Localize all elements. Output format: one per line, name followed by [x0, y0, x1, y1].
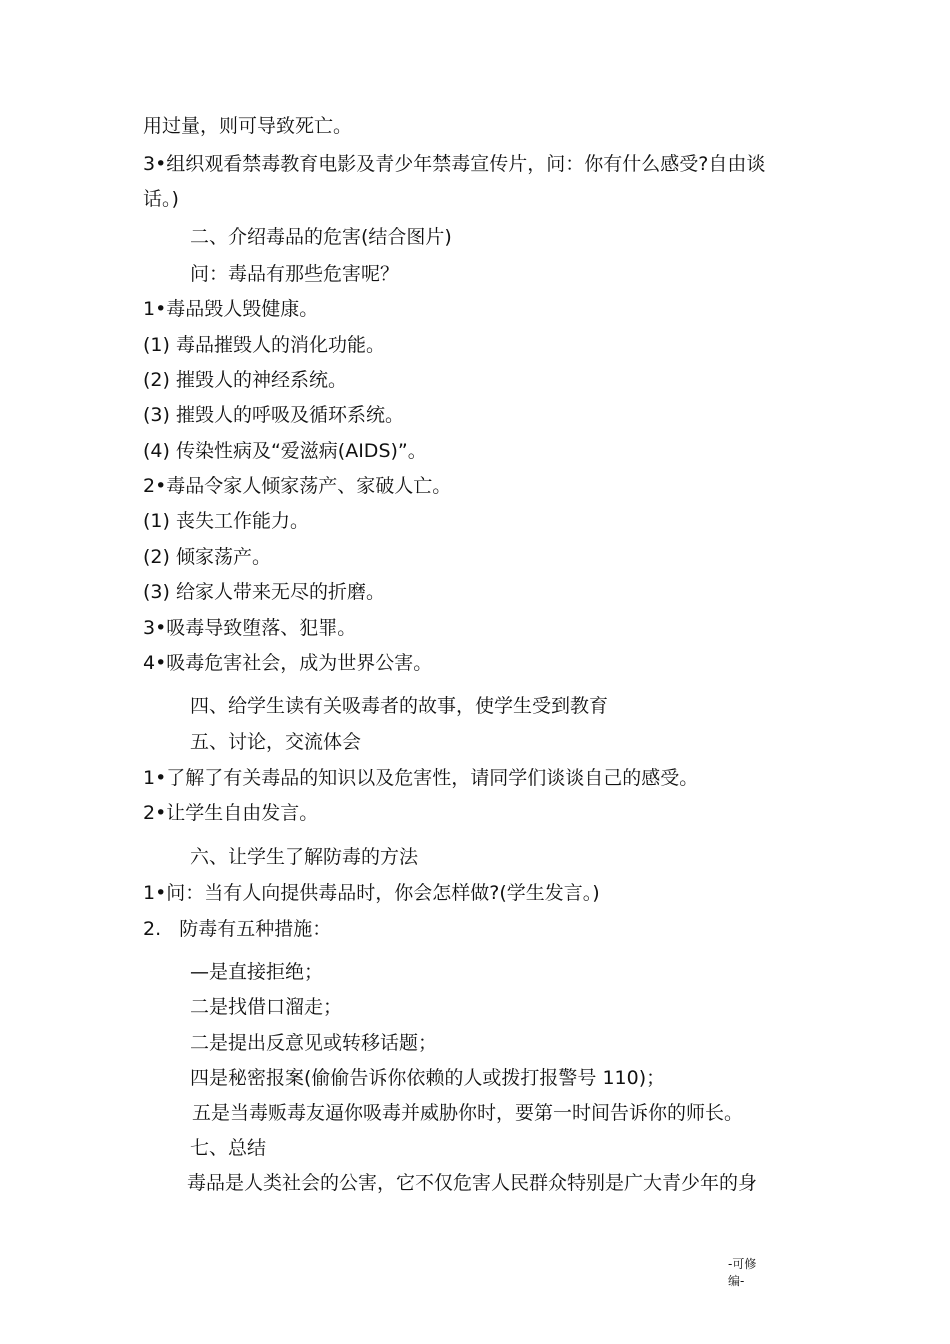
- list-item: —是直接拒绝；: [190, 961, 324, 983]
- text-line: 2•毒品令家人倾家荡产、家破人亡。: [143, 475, 452, 497]
- text-line: (3) 摧毁人的呼吸及循环系统。: [143, 404, 404, 426]
- list-item: 二是找借口溜走；: [190, 996, 343, 1018]
- text-line: (4) 传染性病及“爱滋病(AIDS)”。: [143, 440, 427, 462]
- list-item: 四是秘密报案(偷偷告诉你依赖的人或拨打报警号 110)；: [190, 1067, 666, 1089]
- text-line: 毒品是人类社会的公害，它不仅危害人民群众特别是广大青少年的身: [187, 1172, 758, 1194]
- text-line: (2) 摧毁人的神经系统。: [143, 369, 347, 391]
- text-line: (1) 丧失工作能力。: [143, 510, 309, 532]
- text-line: 1•了解了有关毒品的知识以及危害性，请同学们谈谈自己的感受。: [143, 767, 699, 789]
- text-line: 3•组织观看禁毒教育电影及青少年禁毒宣传片，问：你有什么感受?自由谈: [143, 153, 766, 175]
- text-line: 1•毒品毁人毁健康。: [143, 298, 319, 320]
- footer-line: 编-: [728, 1274, 745, 1288]
- text-line: 4•吸毒危害社会，成为世界公害。: [143, 652, 433, 674]
- section-heading: 二、介绍毒品的危害(结合图片): [190, 226, 452, 248]
- section-heading: 六、让学生了解防毒的方法: [190, 846, 419, 868]
- list-item: 二是提出反意见或转移话题；: [190, 1032, 438, 1054]
- text-line: 用过量，则可导致死亡。: [143, 115, 353, 137]
- text-line: (1) 毒品摧毁人的消化功能。: [143, 334, 385, 356]
- text-line: 3•吸毒导致堕落、犯罪。: [143, 617, 357, 639]
- text-line: 2. 防毒有五种措施：: [143, 918, 332, 940]
- text-line: 2•让学生自由发言。: [143, 802, 319, 824]
- text-line: 1•问：当有人向提供毒品时，你会怎样做?(学生发言。): [143, 882, 600, 904]
- question-line: 问：毒品有那些危害呢？: [190, 263, 400, 285]
- text-line: 话。): [143, 188, 179, 210]
- section-heading: 七、总结: [190, 1137, 267, 1159]
- section-heading: 四、给学生读有关吸毒者的故事，使学生受到教育: [190, 695, 609, 717]
- text-line: (3) 给家人带来无尽的折磨。: [143, 581, 385, 603]
- section-heading: 五、讨论，交流体会: [190, 731, 362, 753]
- list-item: 五是当毒贩毒友逼你吸毒并威胁你时，要第一时间告诉你的师长。: [192, 1102, 744, 1124]
- footer-line: -可修: [728, 1257, 757, 1271]
- text-line: (2) 倾家荡产。: [143, 546, 271, 568]
